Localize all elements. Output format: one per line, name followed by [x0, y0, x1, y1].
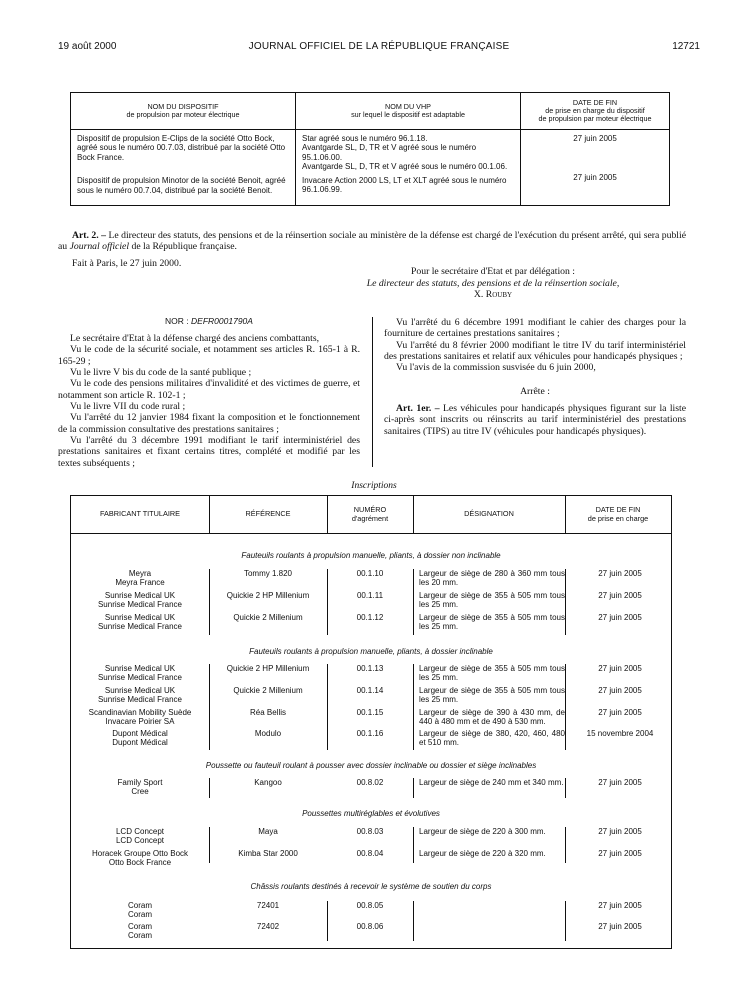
table-row: Sunrise Medical UK Sunrise Medical France Quickie 2 HP Millenium 00.1.11 Largeur de siège de 355 à 505 mm tous les 25 mm. 27 juin 2005	[97, 591, 642, 610]
table-row: Coram Coram 72402 00.8.06 27 juin 2005	[127, 922, 642, 941]
col-header-numero: NUMÉRO d'agrément	[351, 505, 389, 523]
col-header-designation: DÉSIGNATION	[464, 509, 514, 519]
page-header	[58, 41, 700, 55]
article-1: Art. 1er. – Les véhicules pour handicapés physiques figurant sur la liste ci-après sont inscrits ou réinscrits au tarif interministériel des prestations sanitaires (TIPS) au titre IV (véhicules pour handicapés physiques).	[384, 403, 686, 437]
dispositifs-table	[70, 92, 670, 206]
header-divider	[209, 496, 210, 533]
section-title: Poussette ou fauteuil roulant à pousser avec dossier inclinable ou dossier et siège inclinables	[205, 761, 537, 770]
vhp-cell: Star agréé sous le numéro 96.1.18. Avantgarde SL, D, TR et V agréé sous le numéro 95.1.06.00. Avantgarde SL, D, TR et V agréé sous le numéro 00.1.06. Invacare Action 2000 LS, LT et XLT agréé sous le numéro 96.1.06.99.	[296, 130, 521, 206]
dispositif-cell: Dispositif de propulsion E-Clips de la société Otto Bock, agréé sous le numéro 00.7.03, distribué par la société Otto Bock France. Dispositif de propulsion Minotor de la société Benoit, agréé sous le numéro 00.7.04, distribué par la société Benoit.	[71, 130, 296, 206]
table-row: Coram Coram 72401 00.8.05 27 juin 2005	[127, 901, 642, 920]
table-row: Sunrise Medical UK Sunrise Medical France Quickie 2 HP Millenium 00.1.13 Largeur de siège de 355 à 505 mm tous les 25 mm. 27 juin 2005	[97, 664, 642, 683]
table-row: Sunrise Medical UK Sunrise Medical France Quickie 2 Millenium 00.1.14 Largeur de siège de 355 à 505 mm tous les 25 mm. 27 juin 2005	[97, 686, 642, 705]
col-header-reference: RÉFÉRENCE	[245, 509, 291, 519]
article-2: Art. 2. – Le directeur des statuts, des pensions et de la réinsertion sociale au ministère de la défense est chargé de l'exécution du présent arrêté, qui sera publié au Journal officiel de la République française. Fait à Paris, le 27 juin 2000.	[58, 230, 686, 269]
section-title: Châssis roulants destinés à recevoir le système de soutien du corps	[250, 882, 492, 891]
right-column: Vu l'arrêté du 6 décembre 1991 modifiant le cahier des charges pour la fourniture de certaines prestations sanitaires ; Vu l'arrêté du 8 février 2000 modifiant le titre IV du tarif interministériel des prestations sanitaires et relatif aux véhicules pour handicapés physiques ; Vu l'avis de la commission susvisée du 6 juin 2000, Arrête : Art. 1er. – Les véhicules pour handicapés physiques figurant sur la liste ci-après sont inscrits ou réinscrits au tarif interministériel des prestations sanitaires (TIPS) au titre IV (véhicules pour handicapés physiques).	[384, 317, 686, 437]
column-tick	[209, 827, 210, 863]
header-divider	[565, 496, 566, 533]
column-tick	[413, 827, 414, 863]
art2-label: Art. 2. –	[72, 230, 106, 241]
section-title: Fauteuils roulants à propulsion manuelle, pliants, à dossier non inclinable	[241, 551, 501, 560]
arrete-heading: Arrête :	[520, 385, 550, 397]
table-row: Family Sport Cree Kangoo 00.8.02 Largeur de siège de 240 mm et 340 mm. 27 juin 2005	[117, 778, 642, 797]
column-tick	[413, 664, 414, 750]
col-header-date-fin: DATE DE FIN de prise en charge du dispositif de propulsion par moteur électrique	[521, 93, 670, 130]
table-row: Dupont Médical Dupont Médical Modulo 00.1.16 Largeur de siège de 380, 420, 460, 480 et 510 mm. 15 novembre 2004	[112, 729, 654, 748]
column-tick	[413, 569, 414, 635]
journal-title: JOURNAL OFFICIEL DE LA RÉPUBLIQUE FRANÇAISE	[248, 41, 510, 52]
column-tick	[209, 664, 210, 750]
col-header-date: DATE DE FIN de prise en charge	[587, 505, 649, 523]
date-cell: 27 juin 2005 27 juin 2005	[521, 130, 670, 206]
column-tick	[565, 664, 566, 750]
column-tick	[413, 901, 414, 941]
column-tick	[209, 778, 210, 798]
section-title: Poussettes multiréglables et évolutives	[302, 809, 440, 818]
signature-block: Pour le secrétaire d'Etat et par délégation : Le directeur des statuts, des pensions et de la réinsertion sociale, X. Rouby	[320, 266, 666, 301]
column-tick	[327, 569, 328, 635]
fait-line: Fait à Paris, le 27 juin 2000.	[72, 257, 182, 269]
column-tick	[209, 569, 210, 635]
table-row	[71, 130, 670, 206]
table-row: Meyra Meyra France Tommy 1.820 00.1.10 Largeur de siège de 280 à 360 mm tous les 20 mm. 27 juin 2005	[115, 569, 642, 588]
col-header-fabricant: FABRICANT TITULAIRE	[99, 509, 180, 519]
column-divider	[372, 317, 373, 467]
header-date: 19 août 2000	[58, 41, 117, 52]
header-divider	[327, 496, 328, 533]
table-row: Sunrise Medical UK Sunrise Medical France Quickie 2 Millenium 00.1.12 Largeur de siège de 355 à 505 mm tous les 25 mm. 27 juin 2005	[97, 613, 642, 632]
header-divider	[413, 496, 414, 533]
column-tick	[327, 901, 328, 941]
table-row: Horacek Groupe Otto Bock Otto Bock France Kimba Star 2000 00.8.04 Largeur de siège de 220 à 320 mm. 27 juin 2005	[91, 849, 642, 868]
col-header-vhp: NOM DU VHP sur lequel le dispositif est adaptable	[296, 93, 521, 130]
nor-reference: NOR : DEFR0001790A	[165, 316, 253, 326]
signatory: X. Rouby	[473, 289, 513, 301]
column-tick	[413, 778, 414, 798]
table-row: Scandinavian Mobility Suède Invacare Poirier SA Réa Bellis 00.1.15 Largeur de siège de 390 à 430 mm, de 440 à 480 mm et de 490 à 530 mm. 27 juin 2005	[88, 708, 642, 727]
section-title: Fauteuils roulants à propulsion manuelle, pliants, à dossier inclinable	[249, 647, 493, 656]
column-tick	[565, 569, 566, 635]
column-tick	[565, 827, 566, 863]
inscriptions-title: Inscriptions	[351, 481, 397, 491]
column-tick	[327, 664, 328, 750]
column-tick	[565, 901, 566, 941]
page-number: 12721	[672, 41, 700, 52]
table-row: LCD Concept LCD Concept Maya 00.8.03 Largeur de siège de 220 à 300 mm. 27 juin 2005	[115, 827, 642, 846]
left-column: NOR : DEFR0001790A Le secrétaire d'Etat à la défense chargé des anciens combattants, Vu le code de la sécurité sociale, et notamment ses articles R. 165-1 à R. 165-29 ; Vu le livre V bis du code de la santé publique ; Vu le code des pensions militaires d'invalidité et des victimes de guerre, et notamment son article R. 102-1 ; Vu le livre VII du code rural ; Vu l'arrêté du 12 janvier 1984 fixant la composition et le fonctionnement de la commission consultative des prestations sanitaires ; Vu l'arrêté du 3 décembre 1991 modifiant le tarif interministériel des prestations sanitaires et fixant certains titres, complété et modifié par les textes subséquents ;	[58, 316, 360, 469]
column-tick	[565, 778, 566, 798]
col-header-dispositif: NOM DU DISPOSITIF de propulsion par moteur électrique	[71, 93, 296, 130]
table-header	[71, 496, 671, 534]
inscriptions-table	[70, 495, 672, 949]
